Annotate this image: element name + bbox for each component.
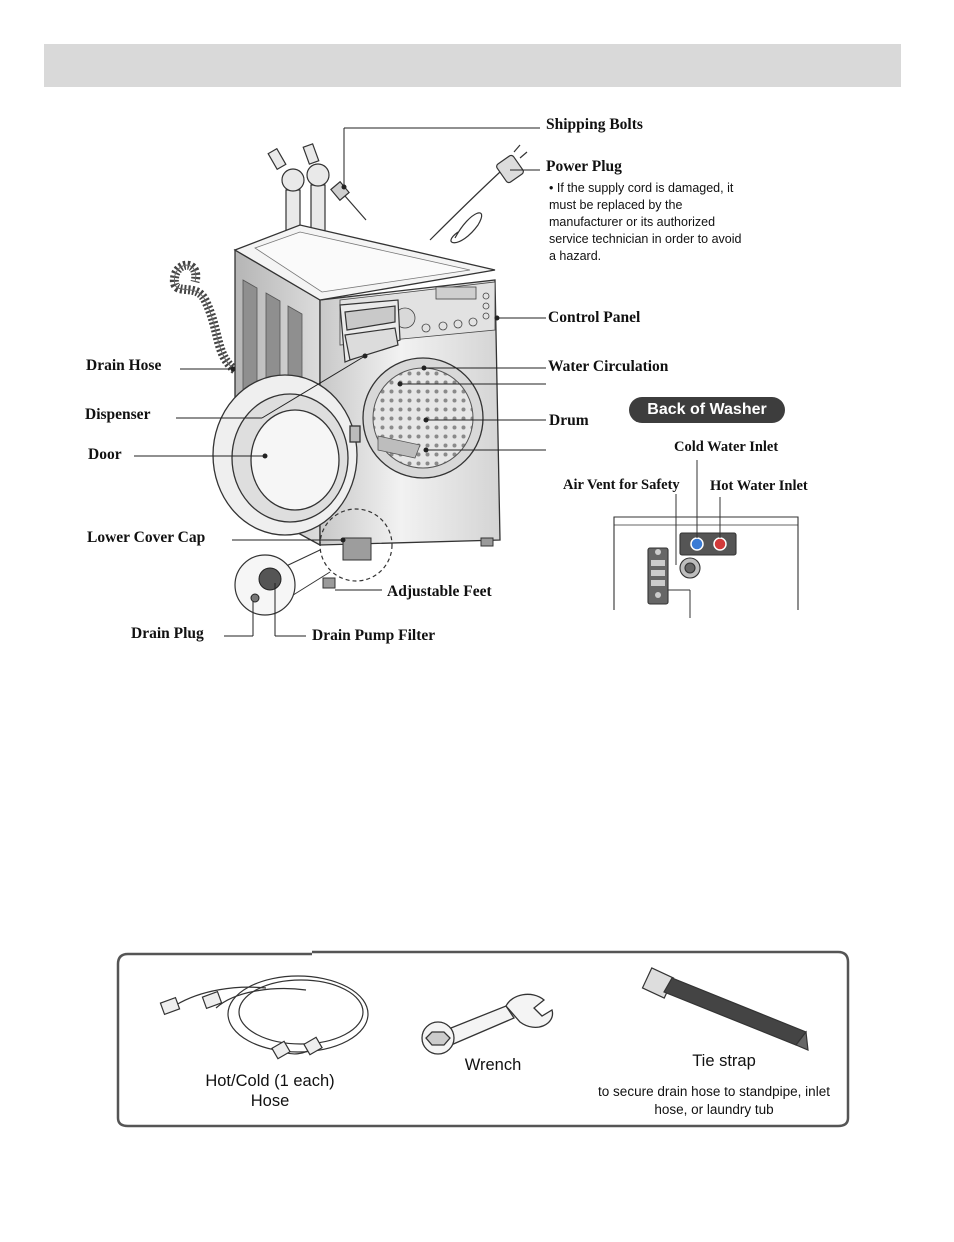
hose-caption: Hot/Cold (1 each) Hose xyxy=(205,1072,335,1110)
label-door: Door xyxy=(88,446,122,463)
label-drum: Drum xyxy=(549,412,589,429)
drum xyxy=(373,368,473,468)
label-drain-plug: Drain Plug xyxy=(131,625,204,642)
tie-strap-caption: Tie strap xyxy=(692,1052,756,1070)
power-plug xyxy=(430,145,527,243)
lower-cover-cap xyxy=(343,538,371,560)
label-control-panel: Control Panel xyxy=(548,309,641,326)
label-air-vent: Air Vent for Safety xyxy=(563,477,680,493)
drain-hose xyxy=(174,265,235,370)
label-power-plug: Power Plug xyxy=(546,158,622,175)
label-cold-water-inlet: Cold Water Inlet xyxy=(674,439,779,455)
wrench-caption: Wrench xyxy=(464,1056,522,1074)
power-plug-note: • If the supply cord is damaged, it must be replaced by the manufacturer or its authorized service technician in order to avoid a hazard. xyxy=(549,181,742,263)
label-drain-hose: Drain Hose xyxy=(86,357,162,374)
label-adjustable-feet: Adjustable Feet xyxy=(387,583,492,600)
wrench-icon xyxy=(422,994,553,1054)
tie-strap-note: to secure drain hose to standpipe, inlet hose, or laundry tub xyxy=(598,1084,830,1117)
label-shipping-bolts: Shipping Bolts xyxy=(546,116,643,133)
label-drain-pump-filter: Drain Pump Filter xyxy=(312,627,436,644)
label-hot-water-inlet: Hot Water Inlet xyxy=(710,478,808,494)
hose-icon xyxy=(160,976,368,1059)
shipping-bolt xyxy=(331,182,366,220)
label-lower-cover-cap: Lower Cover Cap xyxy=(87,529,206,546)
back-of-washer-badge: Back of Washer xyxy=(629,397,785,423)
label-water-circulation: Water Circulation xyxy=(548,358,669,375)
label-dispenser: Dispenser xyxy=(85,406,151,423)
tie-strap-icon xyxy=(642,968,808,1050)
